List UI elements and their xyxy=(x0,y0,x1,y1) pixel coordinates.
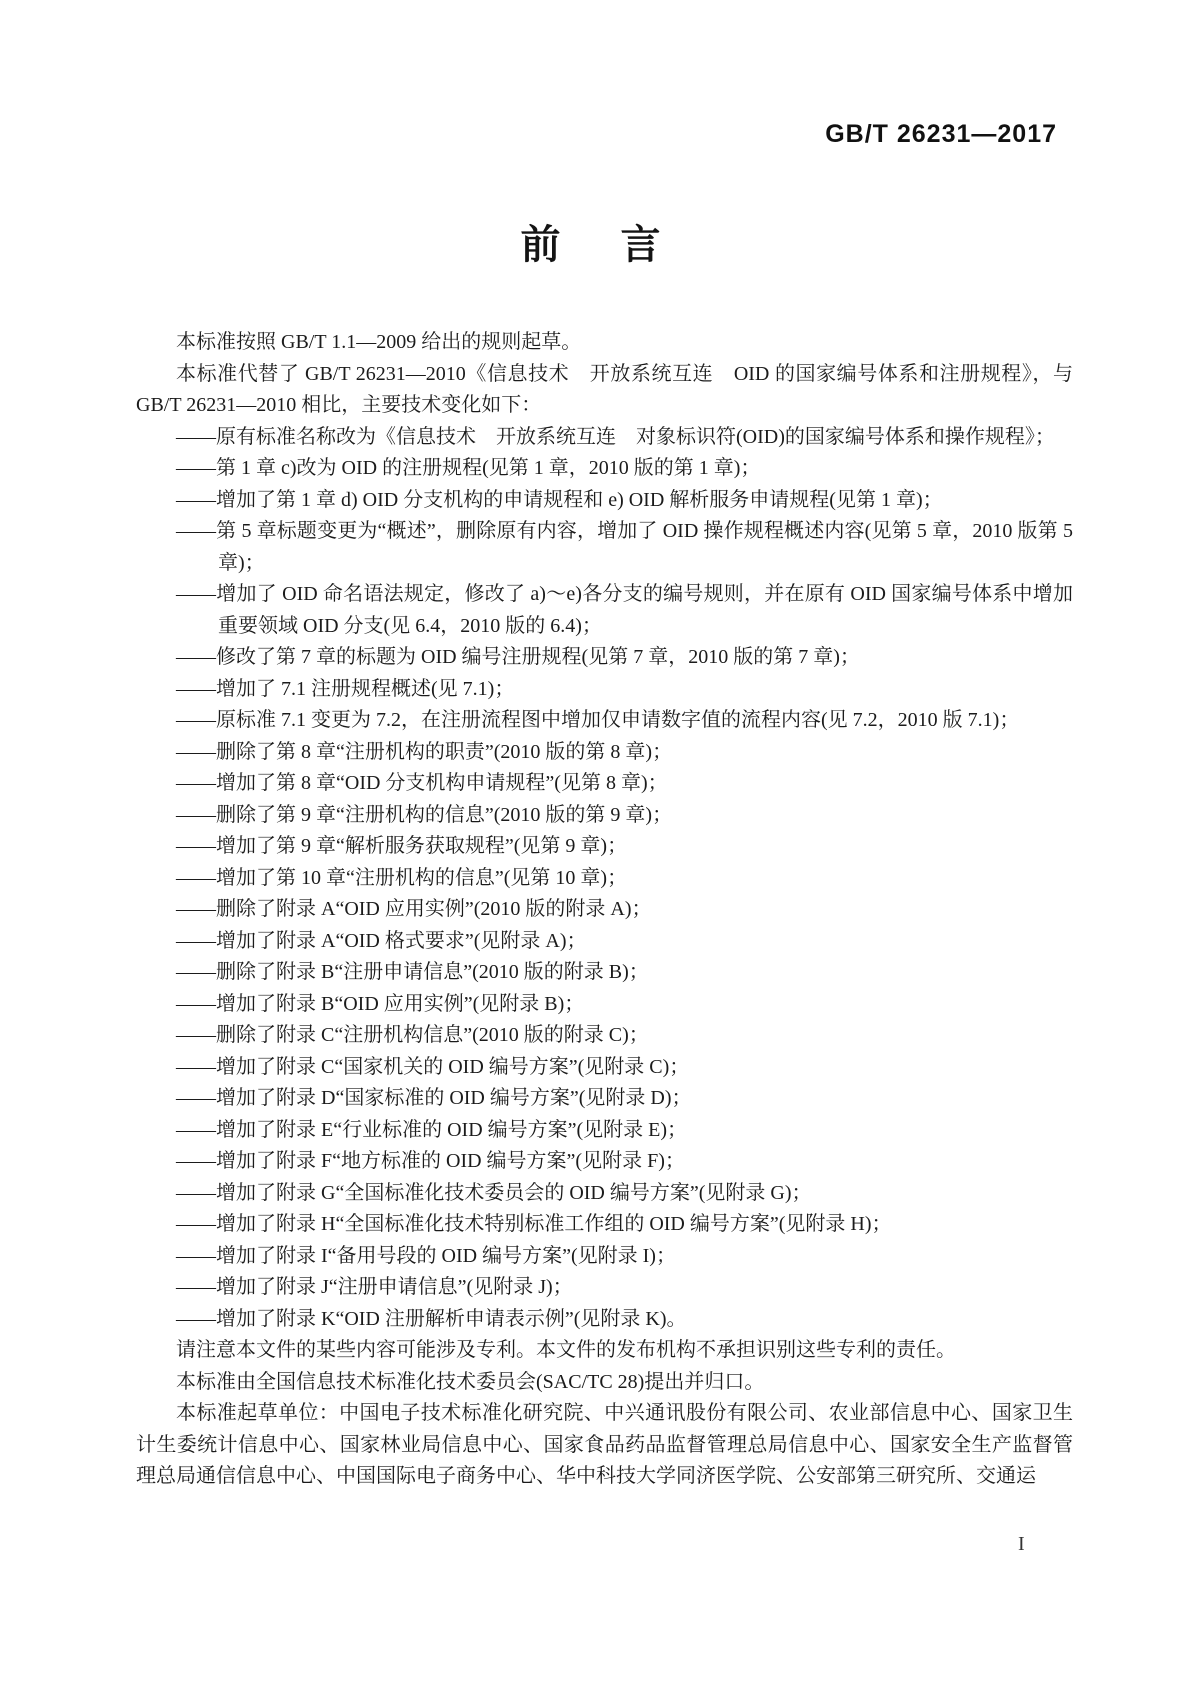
outro-paragraph-committee: 本标准由全国信息技术标准化技术委员会(SAC/TC 28)提出并归口。 xyxy=(176,1370,765,1393)
change-item: ——增加了附录 A“OID 格式要求”(见附录 A)； xyxy=(176,929,587,952)
change-item: ——删除了附录 B“注册申请信息”(2010 版的附录 B)； xyxy=(176,961,649,983)
outro-paragraph-patent-notice: 请注意本文件的某些内容可能涉及专利。本文件的发布机构不承担识别这些专利的责任。 xyxy=(176,1339,956,1361)
change-item: ——原有标准名称改为《信息技术 开放系统互连 对象标识符(OID)的国家编号体系和操作规程》； xyxy=(176,425,1055,448)
change-item: ——增加了第 9 章“解析服务获取规程”(见第 9 章)； xyxy=(176,835,628,857)
change-item: ——删除了附录 A“OID 应用实例”(2010 版的附录 A)； xyxy=(176,898,652,920)
change-list xyxy=(136,422,1073,1336)
change-item: ——增加了附录 H“全国标准化技术特别标准工作组的 OID 编号方案”(见附录 H)； xyxy=(176,1213,892,1235)
change-item: ——增加了附录 G“全国标准化技术委员会的 OID 编号方案”(见附录 G)； xyxy=(176,1181,812,1204)
foreword-content xyxy=(136,327,1073,1493)
change-item: ——删除了附录 C“注册机构信息”(2010 版的附录 C)； xyxy=(176,1024,649,1046)
change-item: ——增加了附录 B“OID 应用实例”(见附录 B)； xyxy=(176,992,585,1015)
standard-code-header: GB/T 26231—2017 xyxy=(825,120,1057,148)
change-item: ——第 1 章 c)改为 OID 的注册规程(见第 1 章，2010 版的第 1 章)； xyxy=(176,457,761,479)
change-item: ——增加了附录 C“国家机关的 OID 编号方案”(见附录 C)； xyxy=(176,1055,690,1078)
intro-paragraph-drafting-rule: 本标准按照 GB/T 1.1—2009 给出的规则起草。 xyxy=(176,331,582,353)
change-item: ——修改了第 7 章的标题为 OID 编号注册规程(见第 7 章，2010 版的第 7 章)； xyxy=(176,646,860,668)
change-item: ——增加了第 10 章“注册机构的信息”(见第 10 章)； xyxy=(176,866,628,889)
page-number: I xyxy=(1018,1533,1025,1555)
change-item: ——删除了第 9 章“注册机构的信息”(2010 版的第 9 章)； xyxy=(176,803,673,826)
change-item: ——第 5 章标题变更为“概述”，删除原有内容，增加了 OID 操作规程概述内容(见第 5 章，2010 版第 5 章)； xyxy=(176,520,1073,574)
change-item: ——增加了附录 D“国家标准的 OID 编号方案”(见附录 D)； xyxy=(176,1087,692,1109)
change-item: ——增加了附录 K“OID 注册解析申请表示例”(见附录 K)。 xyxy=(176,1307,687,1330)
page-title-foreword: 前 言 xyxy=(520,223,671,267)
change-item: ——增加了 OID 命名语法规定，修改了 a)～e)各分支的编号规则，并在原有 OID 国家编号体系中增加重要领域 OID 分支(见 6.4，2010 版的 6.4)； xyxy=(176,583,1073,637)
change-item: ——增加了附录 E“行业标准的 OID 编号方案”(见附录 E)； xyxy=(176,1118,688,1141)
change-item: ——增加了 7.1 注册规程概述(见 7.1)； xyxy=(176,677,515,700)
outro-paragraph-drafting-organizations: 本标准起草单位：中国电子技术标准化研究院、中兴通讯股份有限公司、农业部信息中心、国家卫生计生委统计信息中心、国家林业局信息中心、国家食品药品监督管理总局信息中心、国家安全生产监督管理总局通信信息中心、中国国际电子商务中心、华中科技大学同济医学院、公安部第三研究所、交通运 xyxy=(136,1402,1073,1487)
change-item: ——增加了第 1 章 d) OID 分支机构的申请规程和 e) OID 解析服务申请规程(见第 1 章)； xyxy=(176,488,943,511)
change-item: ——删除了第 8 章“注册机构的职责”(2010 版的第 8 章)； xyxy=(176,740,673,763)
change-item: ——原标准 7.1 变更为 7.2，在注册流程图中增加仅申请数字值的流程内容(见 7.2，2010 版 7.1)； xyxy=(176,709,1020,731)
change-item: ——增加了第 8 章“OID 分支机构申请规程”(见第 8 章)； xyxy=(176,772,668,794)
intro-paragraph-replacement: 本标准代替了 GB/T 26231—2010《信息技术 开放系统互连 OID 的国家编号体系和注册规程》，与 GB/T 26231—2010 相比，主要技术变化如下： xyxy=(136,362,1073,416)
change-item: ——增加了附录 F“地方标准的 OID 编号方案”(见附录 F)； xyxy=(176,1150,685,1172)
change-item: ——增加了附录 J“注册申请信息”(见附录 J)； xyxy=(176,1276,573,1298)
change-item: ——增加了附录 I“备用号段的 OID 编号方案”(见附录 I)； xyxy=(176,1244,676,1267)
